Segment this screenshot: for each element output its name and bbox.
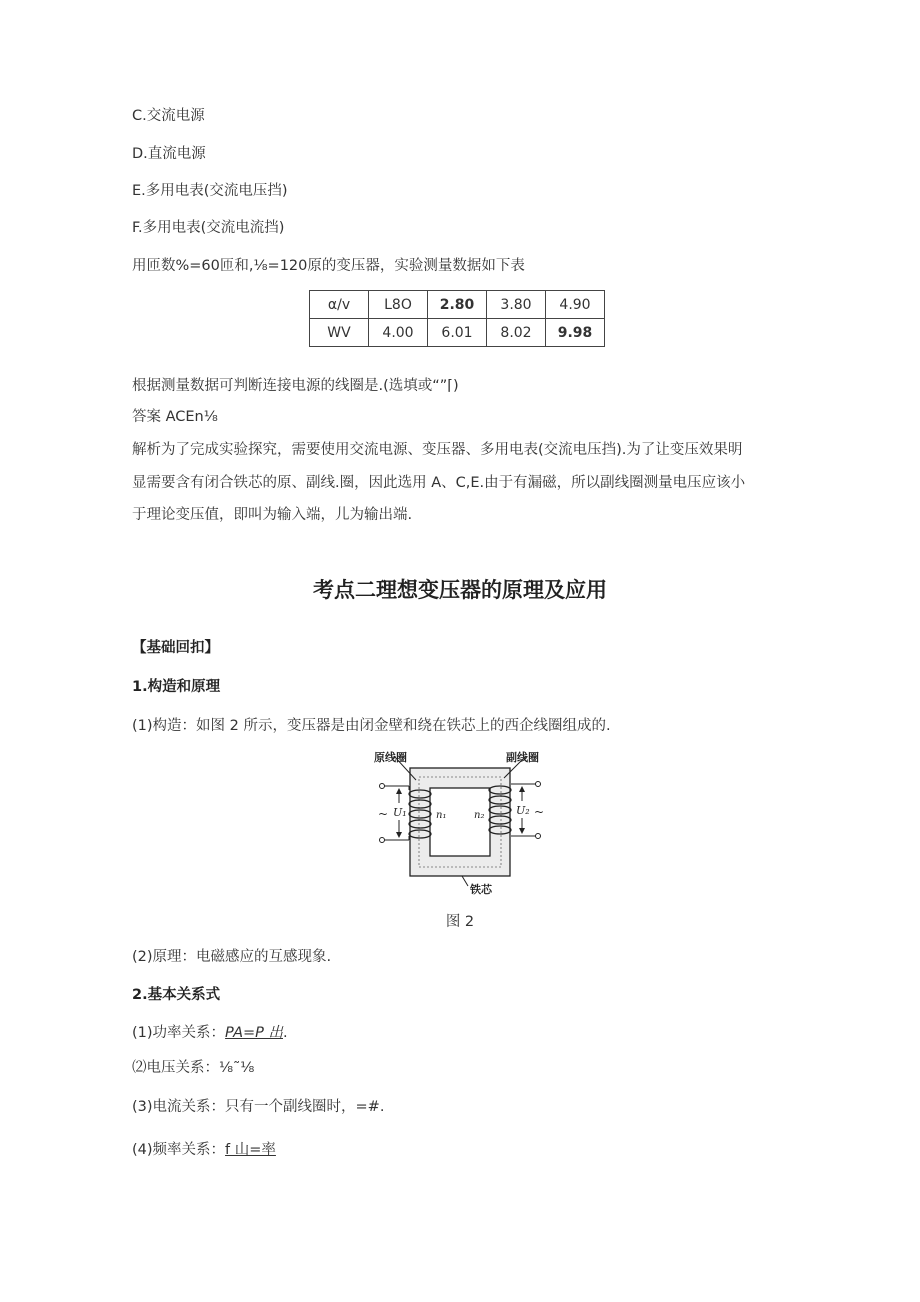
- answer-text: 答案 ACEn⅛: [132, 409, 218, 425]
- analysis-line-2: 显需要含有闭合铁芯的原、副线.圈，因此选用 A、C,E.由于有漏磁，所以副线圈测量电压应该小: [132, 475, 746, 491]
- frequency-relation: [132, 1140, 276, 1160]
- table-cell: 6.01: [428, 319, 487, 347]
- question-text: 根据测量数据可判断连接电源的线圈是.(选填或“”⌈): [132, 378, 459, 394]
- terminal: [380, 784, 385, 789]
- u2-label: U₂: [516, 804, 530, 817]
- arrow-icon: [519, 786, 525, 792]
- option-e: E.多用电表(交流电压挡): [132, 183, 288, 199]
- voltage-relation: ⑵电压关系：⅛˜⅛: [132, 1060, 255, 1076]
- arrow-icon: [396, 832, 402, 838]
- option-d: D.直流电源: [132, 146, 206, 162]
- table-cell: α/v: [310, 291, 369, 319]
- power-relation: [132, 1023, 288, 1043]
- power-suffix: .: [283, 1025, 288, 1041]
- freq-prefix: (4)频率关系：: [132, 1142, 226, 1158]
- measurement-table: [309, 290, 605, 347]
- analysis-line-3: 于理论变压值，即叫为输入端，儿为输出端.: [132, 507, 413, 523]
- n1-label: n₁: [436, 810, 447, 821]
- basics-heading: 【基础回扣】: [132, 640, 219, 656]
- table-cell: 8.02: [487, 319, 546, 347]
- iron-core-window: [430, 788, 490, 856]
- core-label: 铁芯: [470, 883, 492, 896]
- n2-label: n₂: [474, 810, 485, 821]
- item2-heading: 2.基本关系式: [132, 987, 221, 1003]
- terminal: [536, 834, 541, 839]
- analysis-line-1: 解析为了完成实验探究，需要使用交流电源、变压器、多用电表(交流电压挡).为了让变压效果明: [132, 442, 743, 458]
- figure-caption: 图 2: [445, 914, 475, 930]
- principle-text: (2)原理：电磁感应的互感现象.: [132, 949, 332, 965]
- arrow-icon: [519, 828, 525, 834]
- table-row: [310, 291, 605, 319]
- transformer-figure: [372, 748, 548, 902]
- terminal: [536, 782, 541, 787]
- option-c: C.交流电源: [132, 108, 205, 124]
- table-cell: 3.80: [487, 291, 546, 319]
- freq-formula: f 山=率: [225, 1142, 276, 1158]
- table-cell: 4.90: [546, 291, 605, 319]
- table-cell: 2.80: [428, 291, 487, 319]
- option-f: F.多用电表(交流电流挡): [132, 220, 285, 236]
- power-prefix: (1)功率关系：: [132, 1025, 226, 1041]
- ac-symbol-right: ~: [534, 805, 545, 819]
- table-intro: 用匝数%=60匝和,⅛=120原的变压器，实验测量数据如下表: [132, 258, 525, 274]
- arrow-icon: [396, 788, 402, 794]
- ac-symbol-left: ~: [378, 807, 389, 821]
- table-cell: L8O: [369, 291, 428, 319]
- secondary-coil-label: 副线圈: [506, 751, 539, 764]
- item1-heading: 1.构造和原理: [132, 679, 221, 695]
- terminal: [380, 838, 385, 843]
- table-row: [310, 319, 605, 347]
- table-cell: 9.98: [546, 319, 605, 347]
- table-cell: WV: [310, 319, 369, 347]
- table-cell: 4.00: [369, 319, 428, 347]
- construction-text: (1)构造：如图 2 所示，变压器是由闭金壁和绕在铁芯上的西企线圈组成的.: [132, 718, 611, 734]
- section-title: 考点二理想变压器的原理及应用: [313, 578, 607, 602]
- current-relation: (3)电流关系：只有一个副线圈时，=#.: [132, 1099, 385, 1115]
- power-formula: PA=P 出: [225, 1025, 283, 1041]
- u1-label: U₁: [393, 806, 407, 819]
- primary-coil-label: 原线圈: [374, 751, 407, 764]
